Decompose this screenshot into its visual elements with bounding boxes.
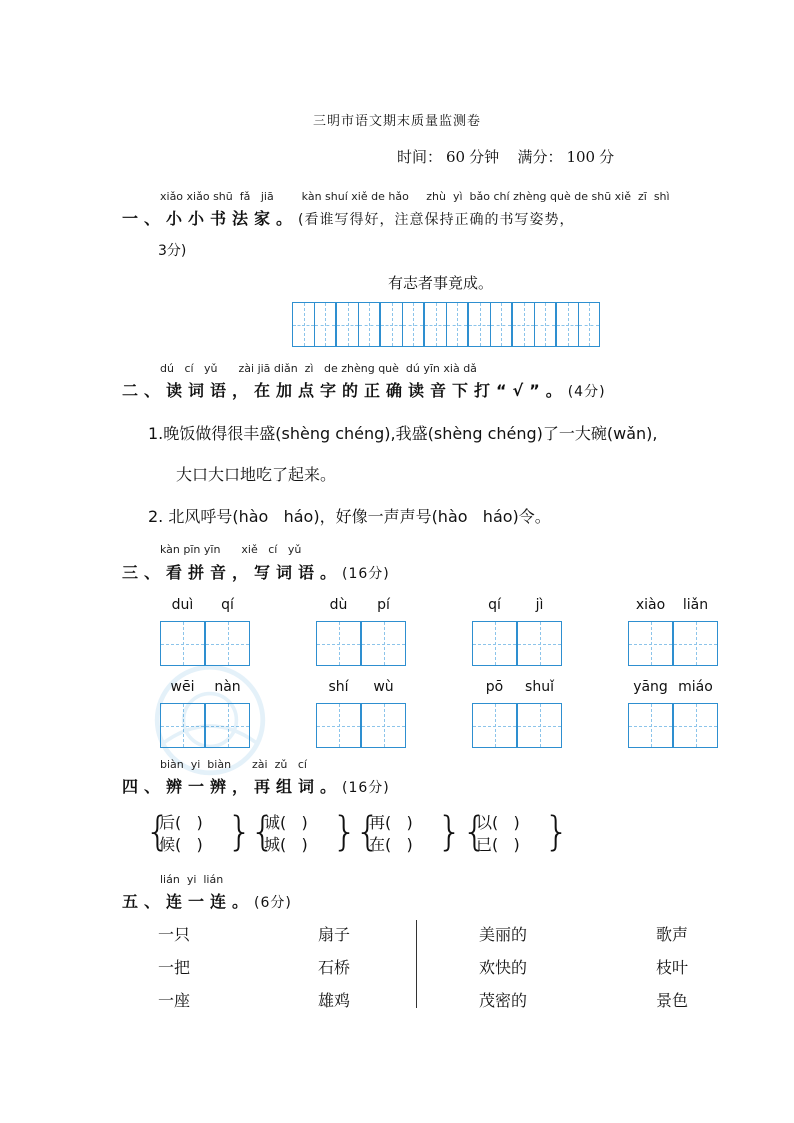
write-box[interactable]: [517, 621, 562, 666]
writing-cell[interactable]: [446, 302, 468, 347]
s2-heading: 二、读词语，在加点字的正确读音下打“√”。: [122, 381, 568, 400]
pinyin-label: nàn: [214, 679, 241, 695]
pinyin-label: liǎn: [682, 597, 709, 613]
match-item-col4[interactable]: 景色: [656, 991, 689, 1010]
match-item-col3[interactable]: 欢快的: [479, 958, 528, 977]
write-box[interactable]: [628, 621, 673, 666]
pair-item[interactable]: 候( ): [159, 835, 203, 854]
s5-note: (6分): [254, 895, 292, 911]
pair-item[interactable]: 以( ): [476, 813, 520, 832]
write-box[interactable]: [628, 703, 673, 748]
pinyin-label: duì: [171, 597, 194, 613]
left-brace: {: [355, 809, 381, 855]
pinyin-label: miáo: [678, 679, 713, 695]
time-score-line: [397, 146, 618, 167]
pair-item[interactable]: 再( ): [369, 813, 413, 832]
writing-cell[interactable]: [336, 302, 358, 347]
s1-pinyin: xiǎo xiǎo shū fǎ jiā kàn shuí xiě de hǎo zhù yì bǎo chí zhèng què de shū xiě zī shì: [160, 190, 670, 203]
left-brace: {: [462, 809, 488, 855]
writing-cell[interactable]: [358, 302, 380, 347]
write-box[interactable]: [517, 703, 562, 748]
pair-text: [369, 812, 413, 856]
left-brace: {: [145, 809, 171, 855]
writing-cell[interactable]: [292, 302, 314, 347]
score-value: 100: [566, 148, 596, 166]
pinyin-label: qí: [488, 597, 501, 613]
s1-writing-grid[interactable]: [292, 302, 600, 347]
s2-line2: 2. 北风呼号(hào háo)，好像一声声号(hào háo)令。: [148, 507, 551, 526]
pinyin-label: dù: [329, 597, 348, 613]
writing-cell[interactable]: [380, 302, 402, 347]
s2-pinyin: dú cí yǔ zài jiā diǎn zì de zhèng què dú yīn xià dǎ: [160, 362, 477, 375]
exam-title: 三明市语文期末质量监测卷: [312, 114, 481, 129]
s2-note: (4分): [567, 384, 606, 400]
s5-pinyin: lián yi lián: [160, 873, 224, 886]
time-value: 60: [446, 148, 466, 166]
writing-cell[interactable]: [556, 302, 578, 347]
pinyin-label: wù: [373, 679, 394, 695]
s4-pinyin: biàn yi biàn zài zǔ cí: [160, 758, 307, 771]
match-item-col1[interactable]: 一把: [158, 958, 191, 977]
right-brace: }: [227, 809, 253, 855]
match-item-col3[interactable]: 美丽的: [479, 925, 528, 944]
pinyin-label: qí: [221, 597, 234, 613]
match-item-col2[interactable]: 扇子: [318, 925, 351, 944]
s3-heading: 三、看拼音，写词语。: [122, 563, 343, 582]
match-item-col4[interactable]: 枝叶: [656, 958, 689, 977]
s1-sentence: 有志者事竟成。: [388, 274, 494, 292]
pair-item[interactable]: 诚( ): [264, 813, 308, 832]
write-box[interactable]: [316, 621, 361, 666]
match-item-col1[interactable]: 一只: [158, 925, 191, 944]
writing-cell[interactable]: [468, 302, 490, 347]
pair-item[interactable]: 城( ): [264, 835, 308, 854]
pinyin-label: jì: [535, 597, 544, 613]
write-box[interactable]: [673, 621, 718, 666]
writing-cell[interactable]: [490, 302, 512, 347]
s3-pinyin: kàn pīn yīn xiě cí yǔ: [160, 543, 302, 556]
pinyin-label: pō: [485, 679, 504, 695]
time-unit: 分钟: [469, 148, 500, 166]
writing-cell[interactable]: [314, 302, 336, 347]
left-brace: {: [250, 809, 276, 855]
s5-divider: [416, 920, 417, 1008]
s1-heading-line: [122, 206, 574, 229]
score-label: 满分：: [517, 148, 563, 166]
s3-heading-line: [122, 560, 390, 583]
pinyin-label: wēi: [170, 679, 195, 695]
s1-note2: 3分): [158, 243, 187, 259]
match-item-col3[interactable]: 茂密的: [479, 991, 528, 1010]
pair-item[interactable]: 已( ): [476, 835, 520, 854]
pair-item[interactable]: 后( ): [159, 813, 203, 832]
pinyin-label: shí: [328, 679, 349, 695]
s1-note: (看谁写得好，注意保持正确的书写姿势，: [298, 212, 575, 228]
time-label: 时间：: [397, 148, 443, 166]
write-box[interactable]: [673, 703, 718, 748]
s4-heading-line: [122, 774, 390, 797]
pair-text: [476, 812, 520, 856]
writing-cell[interactable]: [424, 302, 446, 347]
s5-heading: 五、连一连。: [122, 892, 255, 911]
s5-heading-line: [122, 889, 292, 912]
write-box[interactable]: [316, 703, 361, 748]
s4-heading: 四、辨一辨，再组词。: [122, 777, 343, 796]
s2-line1: 1.晚饭做得很丰盛(shèng chéng),我盛(shèng chéng)了一大碗(wǎn),: [148, 424, 658, 443]
pinyin-label: xiào: [635, 597, 666, 613]
s2-heading-line: [122, 378, 606, 401]
match-item-col2[interactable]: 雄鸡: [318, 991, 351, 1010]
match-item-col1[interactable]: 一座: [158, 991, 191, 1010]
write-box[interactable]: [472, 621, 517, 666]
s1-heading: 一、小小书法家。: [122, 209, 299, 228]
pinyin-label: shuǐ: [525, 679, 554, 695]
writing-cell[interactable]: [512, 302, 534, 347]
s2-line1b: 大口大口地吃了起来。: [176, 465, 337, 484]
pair-item[interactable]: 在( ): [369, 835, 413, 854]
writing-cell[interactable]: [534, 302, 556, 347]
match-item-col2[interactable]: 石桥: [318, 958, 351, 977]
right-brace: }: [544, 809, 570, 855]
writing-cell[interactable]: [578, 302, 600, 347]
s4-note: (16分): [342, 780, 390, 796]
write-box[interactable]: [361, 621, 406, 666]
pair-text: [159, 812, 203, 856]
write-box[interactable]: [472, 703, 517, 748]
right-brace: }: [437, 809, 463, 855]
writing-cell[interactable]: [402, 302, 424, 347]
score-unit: 分: [599, 148, 615, 166]
pinyin-label: pí: [377, 597, 390, 613]
pinyin-label: yāng: [633, 679, 668, 695]
s3-note: (16分): [342, 566, 390, 582]
right-brace: }: [332, 809, 358, 855]
pair-text: [264, 812, 308, 856]
write-box[interactable]: [361, 703, 406, 748]
match-item-col4[interactable]: 歌声: [656, 925, 689, 944]
